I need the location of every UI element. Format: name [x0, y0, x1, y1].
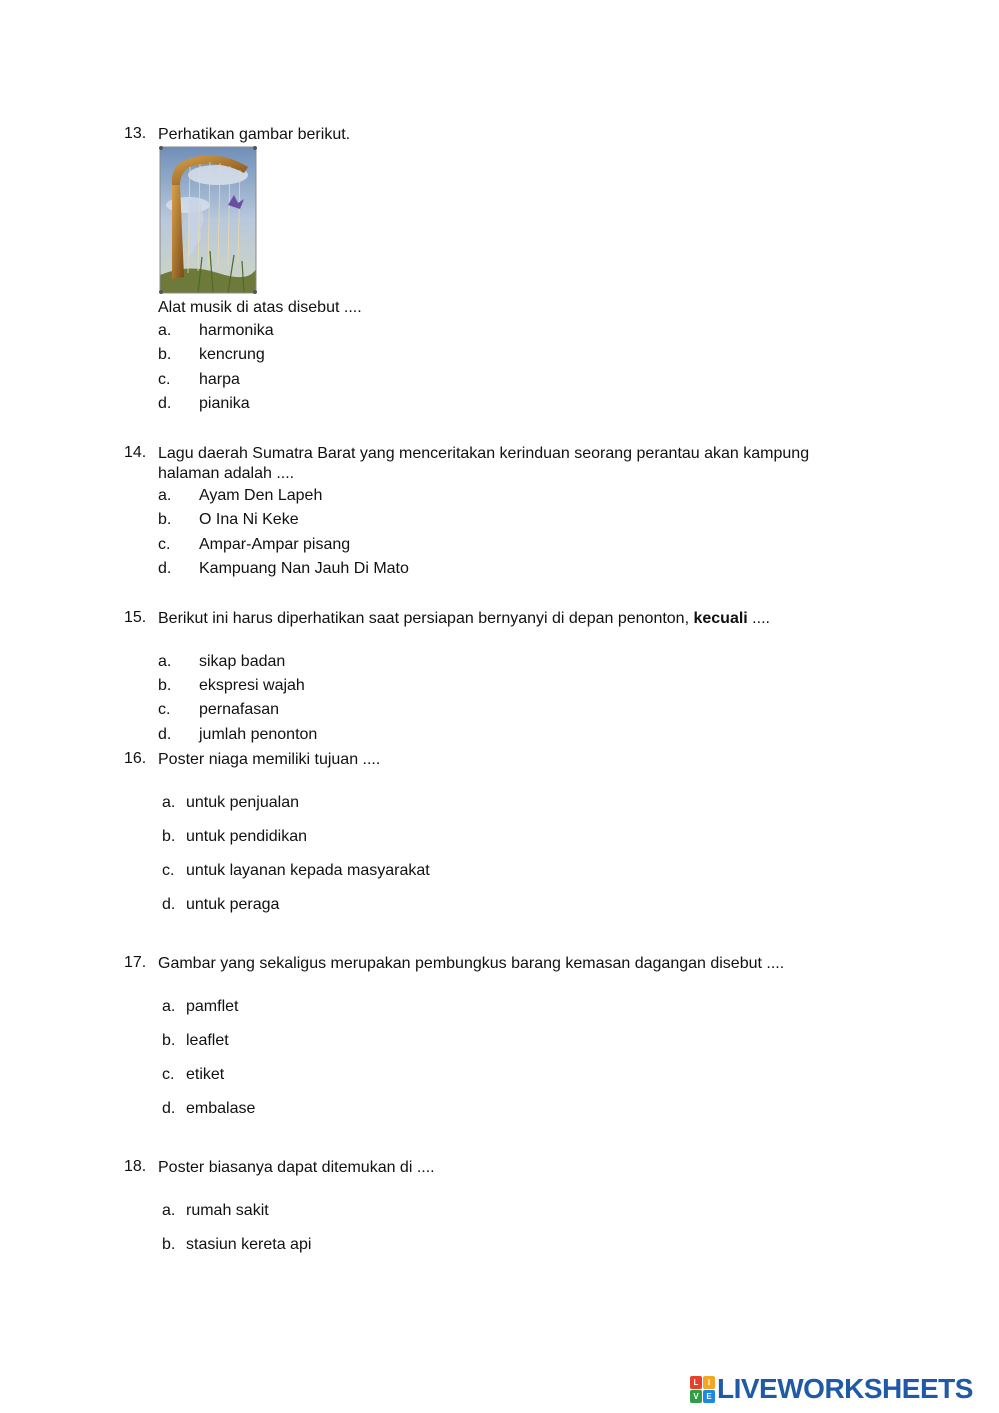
question-number: 14.: [124, 444, 147, 461]
option-letter: a.: [162, 998, 176, 1015]
option-text: untuk penjualan: [186, 794, 299, 811]
question-text: Gambar yang sekaligus merupakan pembungkus barang kemasan dagangan disebut ....: [158, 955, 785, 972]
harp-image: [158, 145, 258, 295]
logo-mark-icon: [690, 1376, 714, 1402]
question-prompt: Alat musik di atas disebut ....: [158, 299, 362, 316]
option-text: jumlah penonton: [199, 726, 318, 743]
logo-mark-letter: L: [690, 1376, 702, 1389]
option-letter: c.: [158, 536, 171, 553]
question-text: Poster niaga memiliki tujuan ....: [158, 751, 381, 768]
question-text-line2: halaman adalah ....: [158, 465, 295, 482]
option-letter: c.: [158, 701, 171, 718]
logo-mark-letter: E: [703, 1390, 715, 1403]
option-text: etiket: [186, 1066, 225, 1083]
option-text: Ampar-Ampar pisang: [199, 536, 351, 553]
question-text-bold: kecuali: [693, 610, 748, 627]
option-letter: c.: [162, 862, 175, 879]
option-text: leaflet: [186, 1032, 229, 1049]
question-number: 18.: [124, 1158, 147, 1175]
logo-mark-letter: V: [690, 1390, 702, 1403]
option-letter: a.: [158, 487, 172, 504]
liveworksheets-logo: [690, 1374, 973, 1404]
option-text: pernafasan: [199, 701, 280, 718]
option-letter: b.: [158, 677, 172, 694]
question-number: 15.: [124, 609, 147, 626]
question-number: 13.: [124, 125, 147, 142]
option-text: stasiun kereta api: [186, 1236, 312, 1253]
option-letter: c.: [158, 371, 171, 388]
question-text-after: ....: [747, 610, 770, 627]
question-text-line1: Lagu daerah Sumatra Barat yang menceritakan kerinduan seorang perantau akan kampung: [158, 445, 810, 462]
option-letter: a.: [158, 322, 172, 339]
option-text: pianika: [199, 395, 250, 412]
option-text: harmonika: [199, 322, 274, 339]
option-letter: b.: [162, 1032, 176, 1049]
option-text: O Ina Ni Keke: [199, 511, 299, 528]
option-letter: d.: [162, 1100, 176, 1117]
option-text: embalase: [186, 1100, 256, 1117]
question-text: Perhatikan gambar berikut.: [158, 126, 351, 143]
option-text: untuk layanan kepada masyarakat: [186, 862, 430, 879]
option-letter: c.: [162, 1066, 175, 1083]
option-text: harpa: [199, 371, 240, 388]
option-text: Kampuang Nan Jauh Di Mato: [199, 560, 409, 577]
question-text: Poster biasanya dapat ditemukan di ....: [158, 1159, 435, 1176]
question-number: 16.: [124, 750, 147, 767]
option-text: rumah sakit: [186, 1202, 269, 1219]
option-text: ekspresi wajah: [199, 677, 305, 694]
option-text: untuk peraga: [186, 896, 280, 913]
option-letter: b.: [162, 1236, 176, 1253]
question-number: 17.: [124, 954, 147, 971]
option-text: kencrung: [199, 346, 265, 363]
logo-text: LIVEWORKSHEETS: [717, 1373, 973, 1404]
option-letter: d.: [162, 896, 176, 913]
option-letter: b.: [158, 346, 172, 363]
logo-mark-letter: I: [703, 1376, 715, 1389]
option-text: sikap badan: [199, 653, 286, 670]
question-text-before: Berikut ini harus diperhatikan saat persiapan bernyanyi di depan penonton,: [158, 610, 694, 627]
option-text: Ayam Den Lapeh: [199, 487, 323, 504]
option-letter: d.: [158, 395, 172, 412]
option-text: pamflet: [186, 998, 239, 1015]
question-text: [158, 609, 878, 629]
option-letter: a.: [162, 1202, 176, 1219]
option-letter: a.: [162, 794, 176, 811]
option-letter: b.: [162, 828, 176, 845]
option-letter: a.: [158, 653, 172, 670]
option-text: untuk pendidikan: [186, 828, 307, 845]
option-letter: d.: [158, 726, 172, 743]
option-letter: d.: [158, 560, 172, 577]
option-letter: b.: [158, 511, 172, 528]
